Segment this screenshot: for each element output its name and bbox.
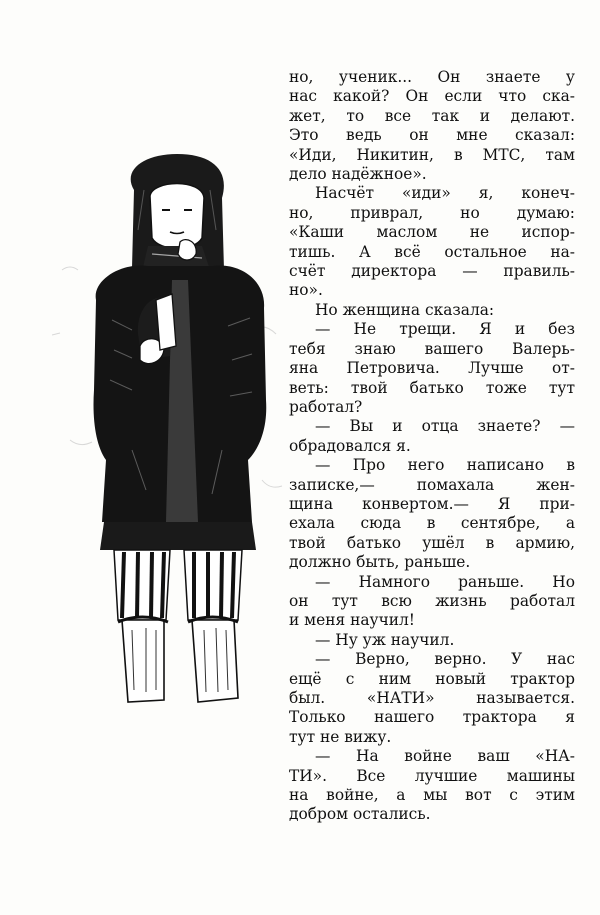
text-line: яна Петровича. Лучше от- [289,359,575,378]
text-line: но». [289,281,323,300]
text-line: Но женщина сказала: [315,300,495,319]
text-line: обрадовался я. [289,436,411,455]
text-line: тишь. А всё остальное на- [289,242,575,261]
text-line: твой батько ушёл в армию, [289,533,575,552]
text-line: — Вы и отца знаете? — [315,417,575,436]
text-line: «Каши маслом не испор- [289,223,575,242]
text-line: — Намного раньше. Но [315,572,575,591]
text-line: должно быть, раньше. [289,553,471,572]
text-line: но, приврал, но думаю: [289,203,575,222]
text-line: на войне, а мы вот с этим [289,786,575,805]
text-line: — Верно, верно. У нас [315,650,575,669]
text-line: работал? [289,397,363,416]
text-line: Только нашего трактора я [289,708,575,727]
text-line: — Ну уж научил. [315,630,455,649]
text-line: был. «НАТИ» называется. [289,689,575,707]
woman-in-winter-coat-illustration [52,150,292,710]
text-line: и меня научил! [289,611,415,630]
text-line: — На войне ваш «НА- [315,747,575,766]
text-line: — Про него написано в [315,456,575,475]
text-line: добром остались. [289,805,431,824]
text-line: — Не трещи. Я и без [315,320,575,339]
text-line: записке,— помахала жен- [289,475,575,494]
text-line: счёт директора — правиль- [289,262,575,281]
story-text-column [289,68,575,825]
text-line: щина конвертом.— Я при- [289,494,575,513]
text-line: «Иди, Никитин, в МТС, там [289,145,575,164]
text-line: дело надёжное». [289,165,427,184]
text-line: Это ведь он мне сказал: [289,126,575,145]
text-line: веть: твой батько тоже тут [289,378,575,397]
text-line: он тут всю жизнь работал [289,591,575,610]
text-line: но, ученик... Он знаете у [289,68,575,86]
text-line: нас какой? Он если что ска- [289,87,575,106]
text-line: ТИ». Все лучшие машины [289,766,575,785]
text-line: тебя знаю вашего Валерь- [289,339,575,358]
text-line: ещё с ним новый трактор [289,669,575,688]
text-line: жет, то все так и делают. [289,106,575,125]
text-line: тут не вижу. [289,727,392,746]
text-line: ехала сюда в сентябре, а [289,514,575,533]
text-line: Насчёт «иди» я, конеч- [315,184,575,203]
